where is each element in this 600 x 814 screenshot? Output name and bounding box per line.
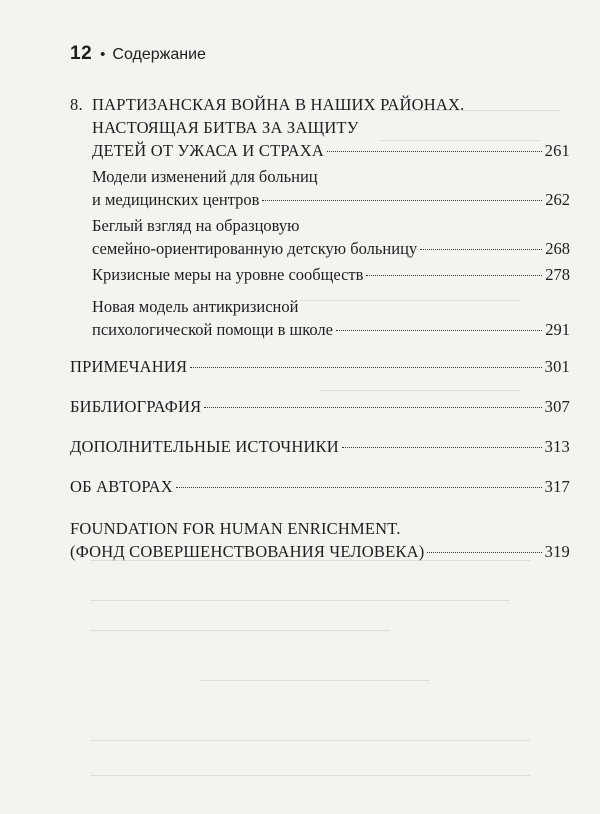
subsection-title-line-2: семейно-ориентированную детскую больницу	[92, 239, 418, 258]
dot-leader	[204, 407, 541, 408]
chapter-number: 8.	[70, 95, 83, 114]
toc-subsection	[92, 165, 570, 211]
header-separator: •	[100, 46, 106, 63]
toc-section-about-authors	[70, 475, 570, 498]
page-ref: 262	[545, 190, 570, 209]
dot-leader	[420, 249, 542, 250]
page-ref: 268	[545, 239, 570, 258]
toc-subsection	[92, 263, 570, 286]
page-ref: 261	[544, 141, 570, 160]
subsection-title-line-1: Беглый взгляд на образцовую	[92, 216, 300, 235]
page-ref: 307	[544, 397, 570, 416]
subsection-title-line-2: и медицинских центров	[92, 190, 260, 209]
toc-section-foundation	[70, 517, 570, 563]
page-ref: 278	[545, 265, 570, 284]
dot-leader	[190, 367, 541, 368]
toc-section-notes	[70, 355, 570, 378]
toc-subsection	[92, 214, 570, 260]
page-ref: 291	[545, 320, 570, 339]
foundation-title-line-1: FOUNDATION FOR HUMAN ENRICHMENT.	[70, 519, 401, 538]
section-title: ПРИМЕЧАНИЯ	[70, 357, 188, 376]
header-title: Содержание	[112, 46, 206, 63]
toc-subsection	[92, 295, 570, 341]
dot-leader	[427, 552, 541, 553]
dot-leader	[342, 447, 542, 448]
dot-leader	[336, 330, 542, 331]
subsection-title-line-1: Кризисные меры на уровне сообществ	[92, 265, 364, 284]
toc-chapter-8	[70, 93, 570, 162]
page-number: 12	[70, 43, 93, 64]
section-title: ДОПОЛНИТЕЛЬНЫЕ ИСТОЧНИКИ	[70, 437, 339, 456]
dot-leader	[262, 200, 542, 201]
dot-leader	[366, 275, 542, 276]
page-ref: 317	[544, 477, 570, 496]
toc-section-bibliography	[70, 395, 570, 418]
subsection-title-line-1: Модели изменений для больниц	[92, 167, 318, 186]
chapter-title-line-3: ДЕТЕЙ ОТ УЖАСА И СТРАХА	[92, 141, 324, 160]
page-ref: 319	[544, 542, 570, 561]
subsection-title-line-1: Новая модель антикризисной	[92, 297, 299, 316]
running-header	[70, 43, 206, 65]
page-ref: 313	[544, 437, 570, 456]
chapter-title-line-1: ПАРТИЗАНСКАЯ ВОЙНА В НАШИХ РАЙОНАХ.	[92, 95, 465, 114]
dot-leader	[327, 151, 542, 152]
page-ref: 301	[544, 357, 570, 376]
toc-section-additional-sources	[70, 435, 570, 458]
dot-leader	[176, 487, 542, 488]
chapter-title-line-2: НАСТОЯЩАЯ БИТВА ЗА ЗАЩИТУ	[92, 118, 359, 137]
subsection-title-line-2: психологической помощи в школе	[92, 320, 333, 339]
section-title: ОБ АВТОРАХ	[70, 477, 173, 496]
foundation-title-line-2: (ФОНД СОВЕРШЕНСТВОВАНИЯ ЧЕЛОВЕКА)	[70, 542, 425, 561]
section-title: БИБЛИОГРАФИЯ	[70, 397, 202, 416]
